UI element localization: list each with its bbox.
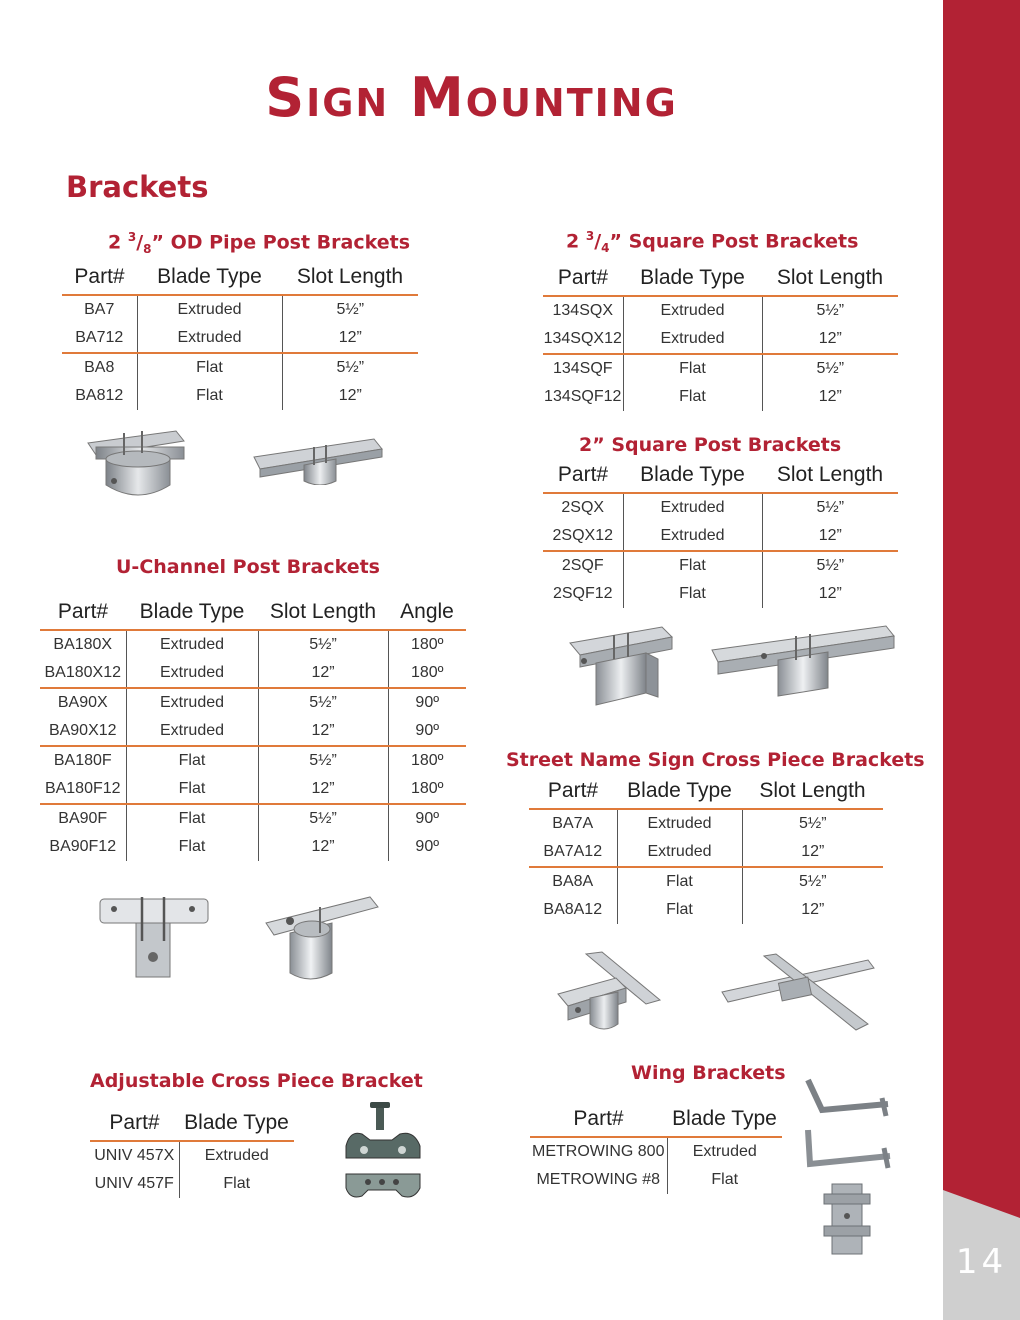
table-cell: Flat xyxy=(126,833,258,861)
table-cell: 5½” xyxy=(762,296,898,325)
table-cell: Extruded xyxy=(617,809,742,838)
table-cell: Extruded xyxy=(623,325,762,354)
table-row xyxy=(529,809,883,838)
table-cell: BA7A12 xyxy=(529,838,617,867)
column-header: Slot Length xyxy=(762,460,898,493)
table-cell: Flat xyxy=(623,580,762,608)
table-cell: Extruded xyxy=(623,522,762,551)
table-cell: 12” xyxy=(258,833,388,861)
table-cell: 180º xyxy=(388,746,466,775)
table-cell: 2SQF12 xyxy=(552,585,613,602)
table-cell: 90º xyxy=(388,688,466,717)
table-row xyxy=(40,804,466,833)
page-number: 14 xyxy=(955,1242,1008,1282)
table-cell: Extruded xyxy=(667,1137,782,1166)
table-cell: 5½” xyxy=(742,867,883,896)
table-cell: Extruded xyxy=(623,296,762,325)
table-cell: BA90X12 xyxy=(40,717,126,746)
table-row xyxy=(529,867,883,896)
table-cell: BA180F12 xyxy=(40,775,126,804)
table-row xyxy=(40,833,466,861)
table-row xyxy=(90,1170,294,1198)
table-cell: 180º xyxy=(388,775,466,804)
table-cell: BA7A xyxy=(552,815,594,832)
table-cell: BA90X xyxy=(57,694,108,711)
table-cell: 12” xyxy=(742,896,883,924)
table-cell: 2SQF xyxy=(561,557,604,574)
table-cell: METROWING #8 xyxy=(536,1171,661,1188)
table-cell: 12” xyxy=(282,324,418,353)
table-cell: BA90F xyxy=(58,810,108,827)
table-cell: 90º xyxy=(388,833,466,861)
square-bracket-photo-2 xyxy=(708,620,898,700)
table-cell: 134SQF12 xyxy=(544,388,622,405)
table-cell: Extruded xyxy=(126,630,258,659)
adjustable-title: Adjustable Cross Piece Bracket xyxy=(90,1070,423,1092)
table-cell: 180º xyxy=(388,659,466,688)
column-header: Blade Type xyxy=(623,460,762,493)
column-header: Part# xyxy=(543,460,623,493)
column-header: Part# xyxy=(529,776,617,809)
table-cell: Extruded xyxy=(137,324,282,353)
adjustable-bracket-photo xyxy=(340,1100,432,1212)
table-cell: BA180X12 xyxy=(40,659,126,688)
table-cell: 5½” xyxy=(258,688,388,717)
table-cell: BA180X xyxy=(53,636,113,653)
table-row xyxy=(40,659,466,688)
column-header: Part# xyxy=(543,263,623,296)
sq234-title: 2 $^3/_4$” Square Post Brackets xyxy=(566,229,859,256)
table-row xyxy=(62,324,418,353)
table-cell: 12” xyxy=(762,522,898,551)
table-row xyxy=(529,896,883,924)
adjustable-table xyxy=(90,1108,294,1198)
table-row xyxy=(40,717,466,746)
wing-bracket-photo xyxy=(796,1076,896,1258)
column-header: Blade Type xyxy=(667,1104,782,1137)
table-row xyxy=(543,383,898,411)
column-header: Part# xyxy=(90,1108,179,1141)
wing-table xyxy=(530,1104,782,1194)
table-row xyxy=(40,746,466,775)
table-row xyxy=(543,522,898,551)
table-cell: Flat xyxy=(137,382,282,410)
table-cell: 134SQX12 xyxy=(543,325,623,354)
section-heading: Brackets xyxy=(66,170,209,204)
street-name-table xyxy=(529,776,883,924)
pipe-bracket-photo-1 xyxy=(84,425,196,505)
table-row xyxy=(62,353,418,382)
square-bracket-photo-1 xyxy=(566,615,676,710)
table-cell: 5½” xyxy=(258,630,388,659)
table-cell: Flat xyxy=(126,746,258,775)
table-cell: Flat xyxy=(623,354,762,383)
table-row xyxy=(543,354,898,383)
wing-title: Wing Brackets xyxy=(631,1062,786,1084)
table-cell: Flat xyxy=(126,775,258,804)
table-row xyxy=(543,551,898,580)
column-header: Part# xyxy=(40,597,126,630)
table-cell: Extruded xyxy=(623,493,762,522)
side-color-band xyxy=(943,0,1020,1320)
table-row xyxy=(40,688,466,717)
table-cell: 5½” xyxy=(258,746,388,775)
table-cell: 5½” xyxy=(258,804,388,833)
table-cell: 12” xyxy=(282,382,418,410)
table-row xyxy=(543,493,898,522)
sq234-table xyxy=(543,263,898,411)
sq2-table xyxy=(543,460,898,608)
table-cell: 2SQX xyxy=(561,499,605,516)
table-cell: BA7 xyxy=(84,301,115,318)
table-cell: 134SQX xyxy=(552,302,613,319)
table-cell: 12” xyxy=(258,659,388,688)
table-cell: METROWING 800 xyxy=(532,1143,665,1160)
column-header: Angle xyxy=(388,597,466,630)
column-header: Blade Type xyxy=(137,262,282,295)
column-header: Blade Type xyxy=(179,1108,294,1141)
table-cell: 5½” xyxy=(762,551,898,580)
column-header: Slot Length xyxy=(282,262,418,295)
table-row xyxy=(529,838,883,867)
table-cell: 12” xyxy=(258,775,388,804)
table-cell: Flat xyxy=(617,896,742,924)
table-cell: 12” xyxy=(762,383,898,411)
column-header: Slot Length xyxy=(742,776,883,809)
column-header: Part# xyxy=(62,262,137,295)
column-header: Blade Type xyxy=(126,597,258,630)
table-cell: Flat xyxy=(137,353,282,382)
table-cell: Flat xyxy=(623,383,762,411)
table-cell: Flat xyxy=(179,1170,294,1198)
u-channel-table xyxy=(40,597,466,861)
table-cell: Extruded xyxy=(137,295,282,324)
table-cell: Extruded xyxy=(126,688,258,717)
table-cell: 12” xyxy=(742,838,883,867)
table-cell: Flat xyxy=(667,1166,782,1194)
od-pipe-title: 2 $^3/_8$” OD Pipe Post Brackets xyxy=(108,230,411,257)
pipe-bracket-photo-2 xyxy=(252,435,384,485)
table-row xyxy=(90,1141,294,1170)
table-cell: 90º xyxy=(388,804,466,833)
table-cell: BA8 xyxy=(84,359,115,376)
table-cell: 5½” xyxy=(762,493,898,522)
table-cell: Extruded xyxy=(179,1141,294,1170)
table-cell: Flat xyxy=(623,551,762,580)
column-header: Blade Type xyxy=(623,263,762,296)
table-row xyxy=(40,630,466,659)
table-row xyxy=(543,580,898,608)
table-cell: BA812 xyxy=(75,387,124,404)
cross-piece-photo-1 xyxy=(556,948,668,1038)
column-header: Part# xyxy=(530,1104,667,1137)
table-cell: 134SQF xyxy=(552,360,613,377)
table-cell: Extruded xyxy=(126,717,258,746)
table-cell: 12” xyxy=(258,717,388,746)
table-row xyxy=(530,1166,782,1194)
table-row xyxy=(543,325,898,354)
od-pipe-table xyxy=(62,262,418,410)
table-cell: UNIV 457F xyxy=(94,1175,174,1192)
table-cell: BA8A12 xyxy=(543,901,603,918)
table-cell: UNIV 457X xyxy=(94,1147,175,1164)
table-cell: 2SQX12 xyxy=(543,522,623,551)
cross-piece-photo-2 xyxy=(718,952,878,1038)
table-cell: 5½” xyxy=(282,295,418,324)
u-channel-title: U-Channel Post Brackets xyxy=(116,556,380,578)
page-title: Sign Mounting xyxy=(265,66,678,129)
table-row xyxy=(40,775,466,804)
sq2-title: 2” Square Post Brackets xyxy=(579,434,842,456)
table-cell: BA90F12 xyxy=(49,838,117,855)
table-row xyxy=(62,382,418,410)
table-cell: 12” xyxy=(762,325,898,354)
table-cell: 90º xyxy=(388,717,466,746)
table-row xyxy=(543,296,898,325)
column-header: Blade Type xyxy=(617,776,742,809)
u-channel-photo-1 xyxy=(98,893,210,981)
column-header: Slot Length xyxy=(258,597,388,630)
column-header: Slot Length xyxy=(762,263,898,296)
table-cell: BA8A xyxy=(552,873,594,890)
table-cell: 12” xyxy=(762,580,898,608)
table-cell: 5½” xyxy=(282,353,418,382)
table-row xyxy=(530,1137,782,1166)
table-cell: 5½” xyxy=(742,809,883,838)
table-cell: Extruded xyxy=(126,659,258,688)
table-cell: Flat xyxy=(126,804,258,833)
table-cell: Extruded xyxy=(617,838,742,867)
table-cell: BA180F xyxy=(53,752,112,769)
table-cell: Flat xyxy=(617,867,742,896)
street-name-title: Street Name Sign Cross Piece Brackets xyxy=(506,749,925,771)
table-cell: 180º xyxy=(388,630,466,659)
table-cell: BA712 xyxy=(62,324,137,353)
table-row xyxy=(62,295,418,324)
table-cell: 5½” xyxy=(762,354,898,383)
u-channel-photo-2 xyxy=(260,893,382,985)
